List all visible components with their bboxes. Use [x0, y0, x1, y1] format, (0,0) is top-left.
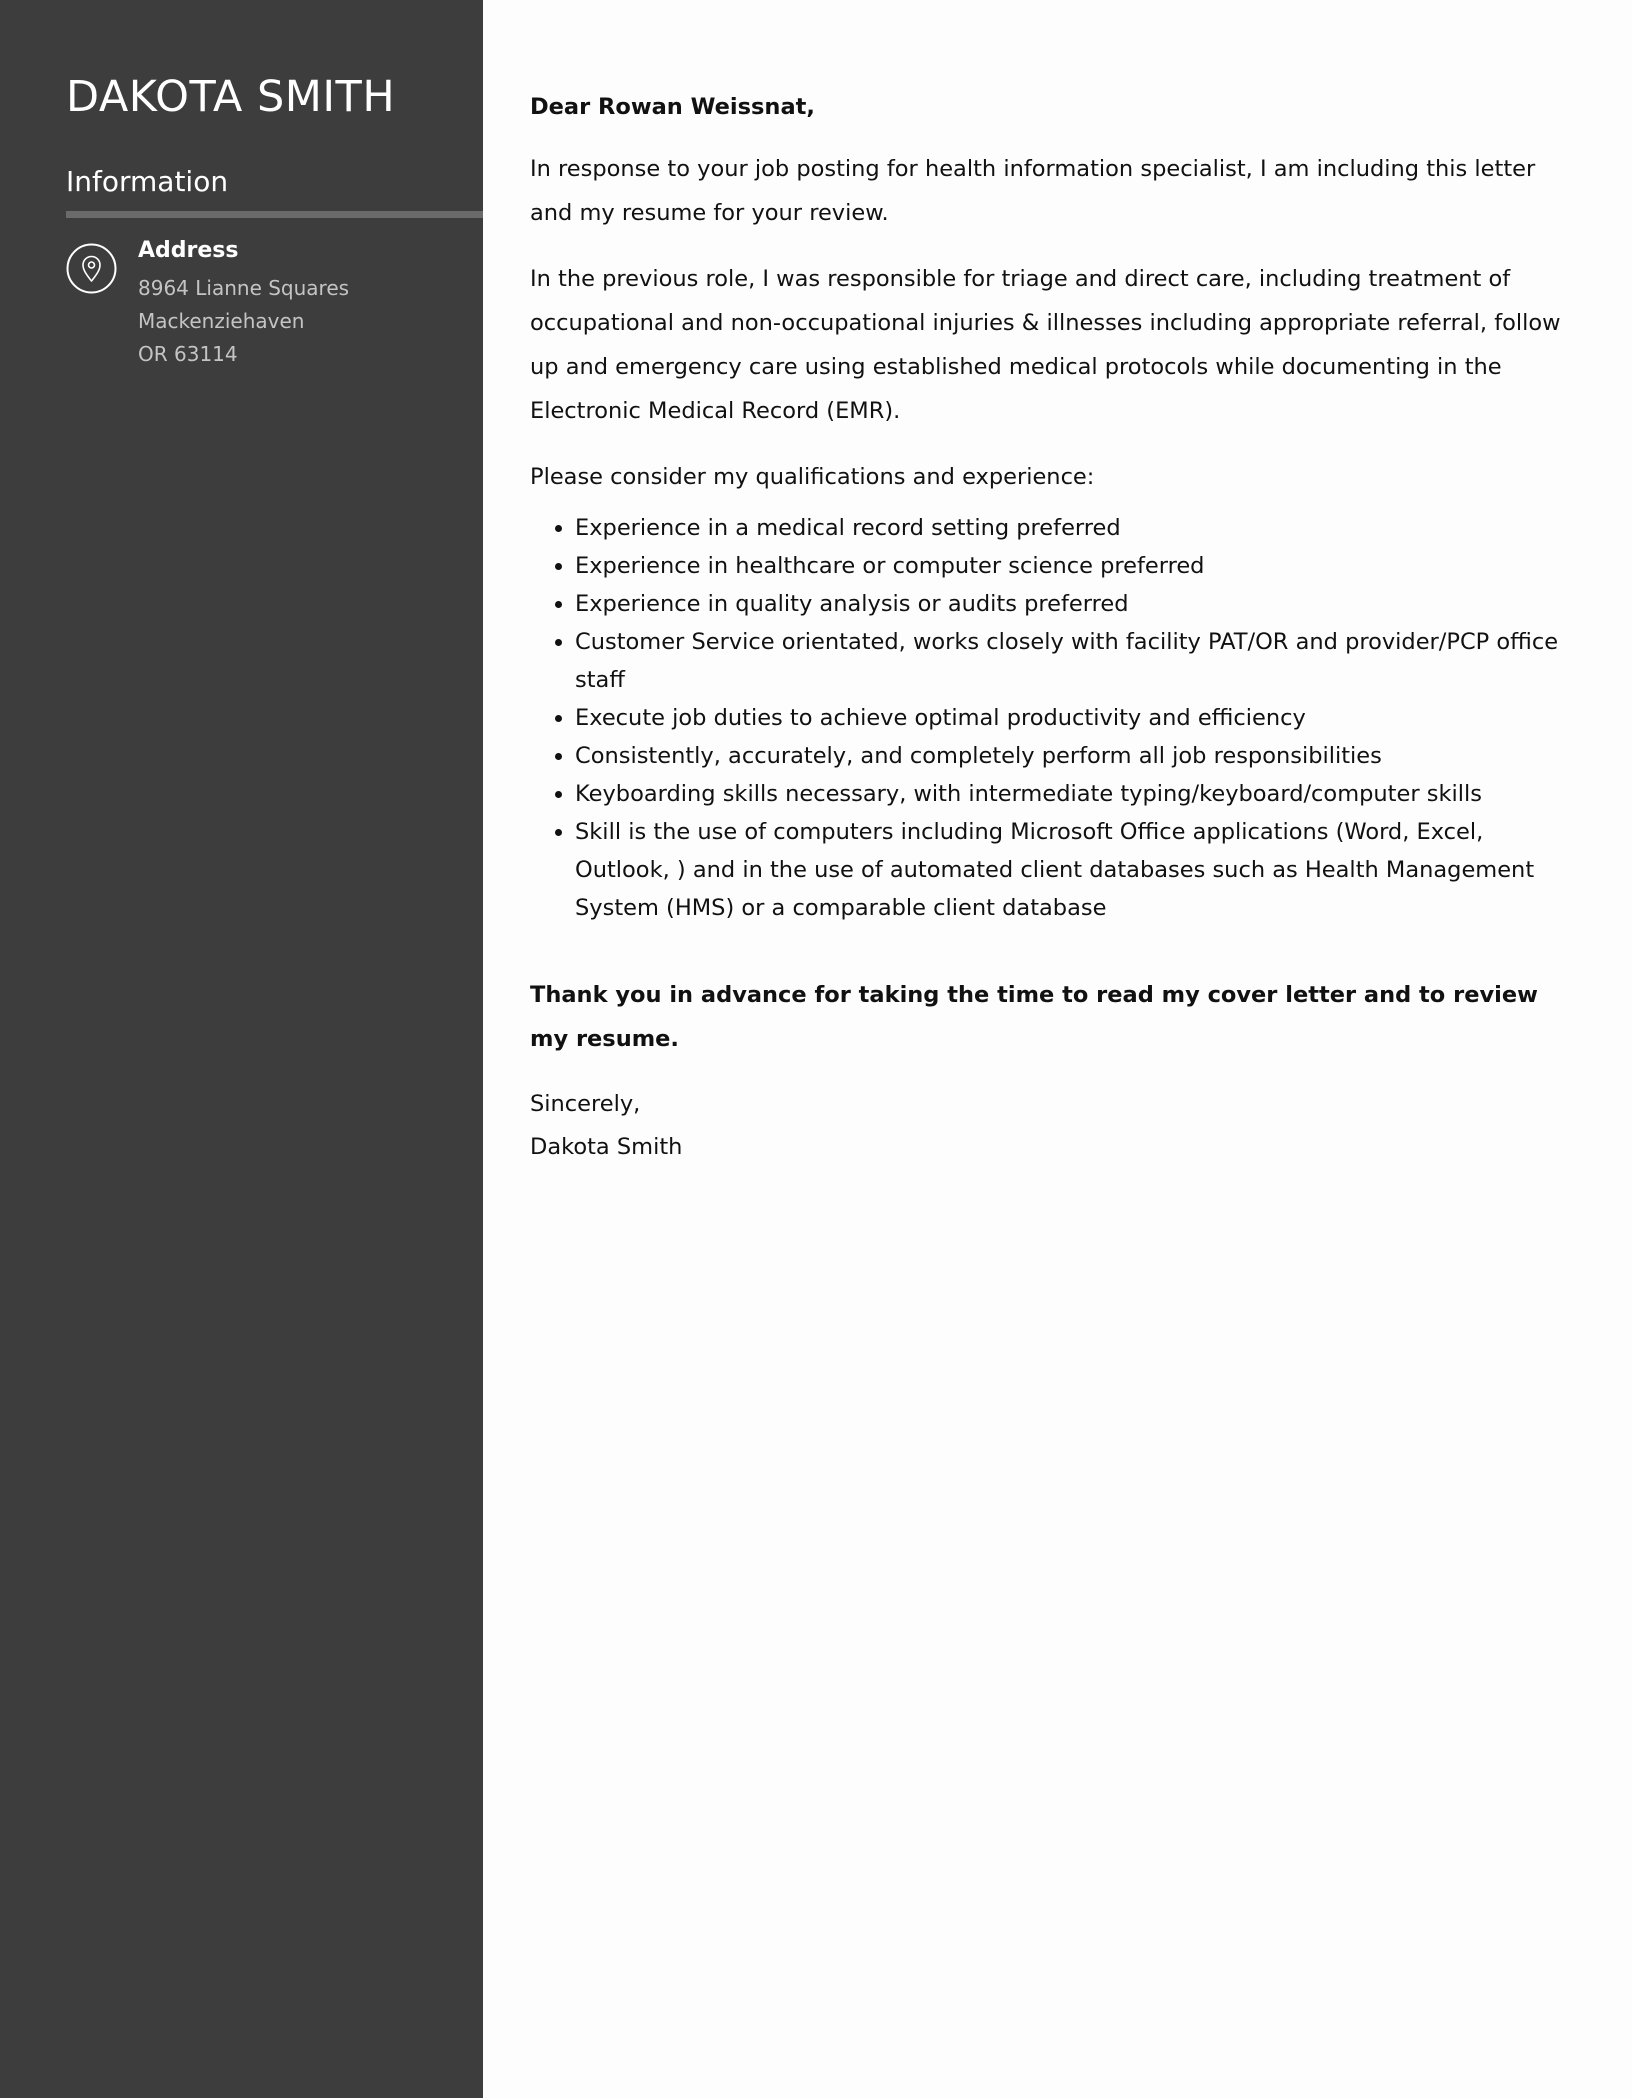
thank-you-line: Thank you in advance for taking the time to read my cover letter and to review my resume.	[530, 982, 1538, 1052]
list-item: • Experience in a medical record setting preferred	[575, 509, 1570, 547]
list-item: • Customer Service orientated, works closely with facility PAT/OR and provider/PCP office staff	[575, 623, 1570, 699]
qualifications-intro: Please consider my qualifications and experience:	[530, 464, 1095, 490]
address-line: 8964 Lianne Squares	[138, 276, 350, 300]
closing: Sincerely,	[530, 1091, 641, 1117]
information-heading: Information	[66, 165, 229, 198]
paragraph-intro: In response to your job posting for health information specialist, I am including this letter and my resume for your review.	[530, 156, 1536, 226]
applicant-name: DAKOTA SMITH	[66, 72, 396, 122]
letter-body	[530, 94, 1570, 1169]
qualifications-list	[530, 509, 1570, 927]
location-pin-icon	[66, 243, 117, 294]
paragraph-experience: In the previous role, I was responsible for triage and direct care, including treatment of occupational and non-occupational injuries & illnesses including appropriate referral, follow up and emergency care using established medical protocols while documenting in the Electronic Medical Record (EMR).	[530, 266, 1561, 424]
list-item: • Skill is the use of computers including Microsoft Office applications (Word, Excel, Outlook, ) and in the use of automated client databases such as Health Management System (HMS) or a comparable client database	[575, 813, 1570, 927]
sidebar	[0, 0, 483, 2098]
signature: Dakota Smith	[530, 1134, 683, 1160]
list-item: • Keyboarding skills necessary, with intermediate typing/keyboard/computer skills	[575, 775, 1570, 813]
address-lines	[138, 272, 349, 371]
section-divider	[66, 211, 483, 218]
address-label: Address	[138, 238, 239, 263]
list-item: • Experience in quality analysis or audits preferred	[575, 585, 1570, 623]
list-item: • Experience in healthcare or computer science preferred	[575, 547, 1570, 585]
address-line: OR 63114	[138, 342, 238, 366]
list-item: • Execute job duties to achieve optimal productivity and efficiency	[575, 699, 1570, 737]
salutation: Dear Rowan Weissnat,	[530, 94, 815, 120]
address-line: Mackenziehaven	[138, 309, 305, 333]
list-item: • Consistently, accurately, and completely perform all job responsibilities	[575, 737, 1570, 775]
